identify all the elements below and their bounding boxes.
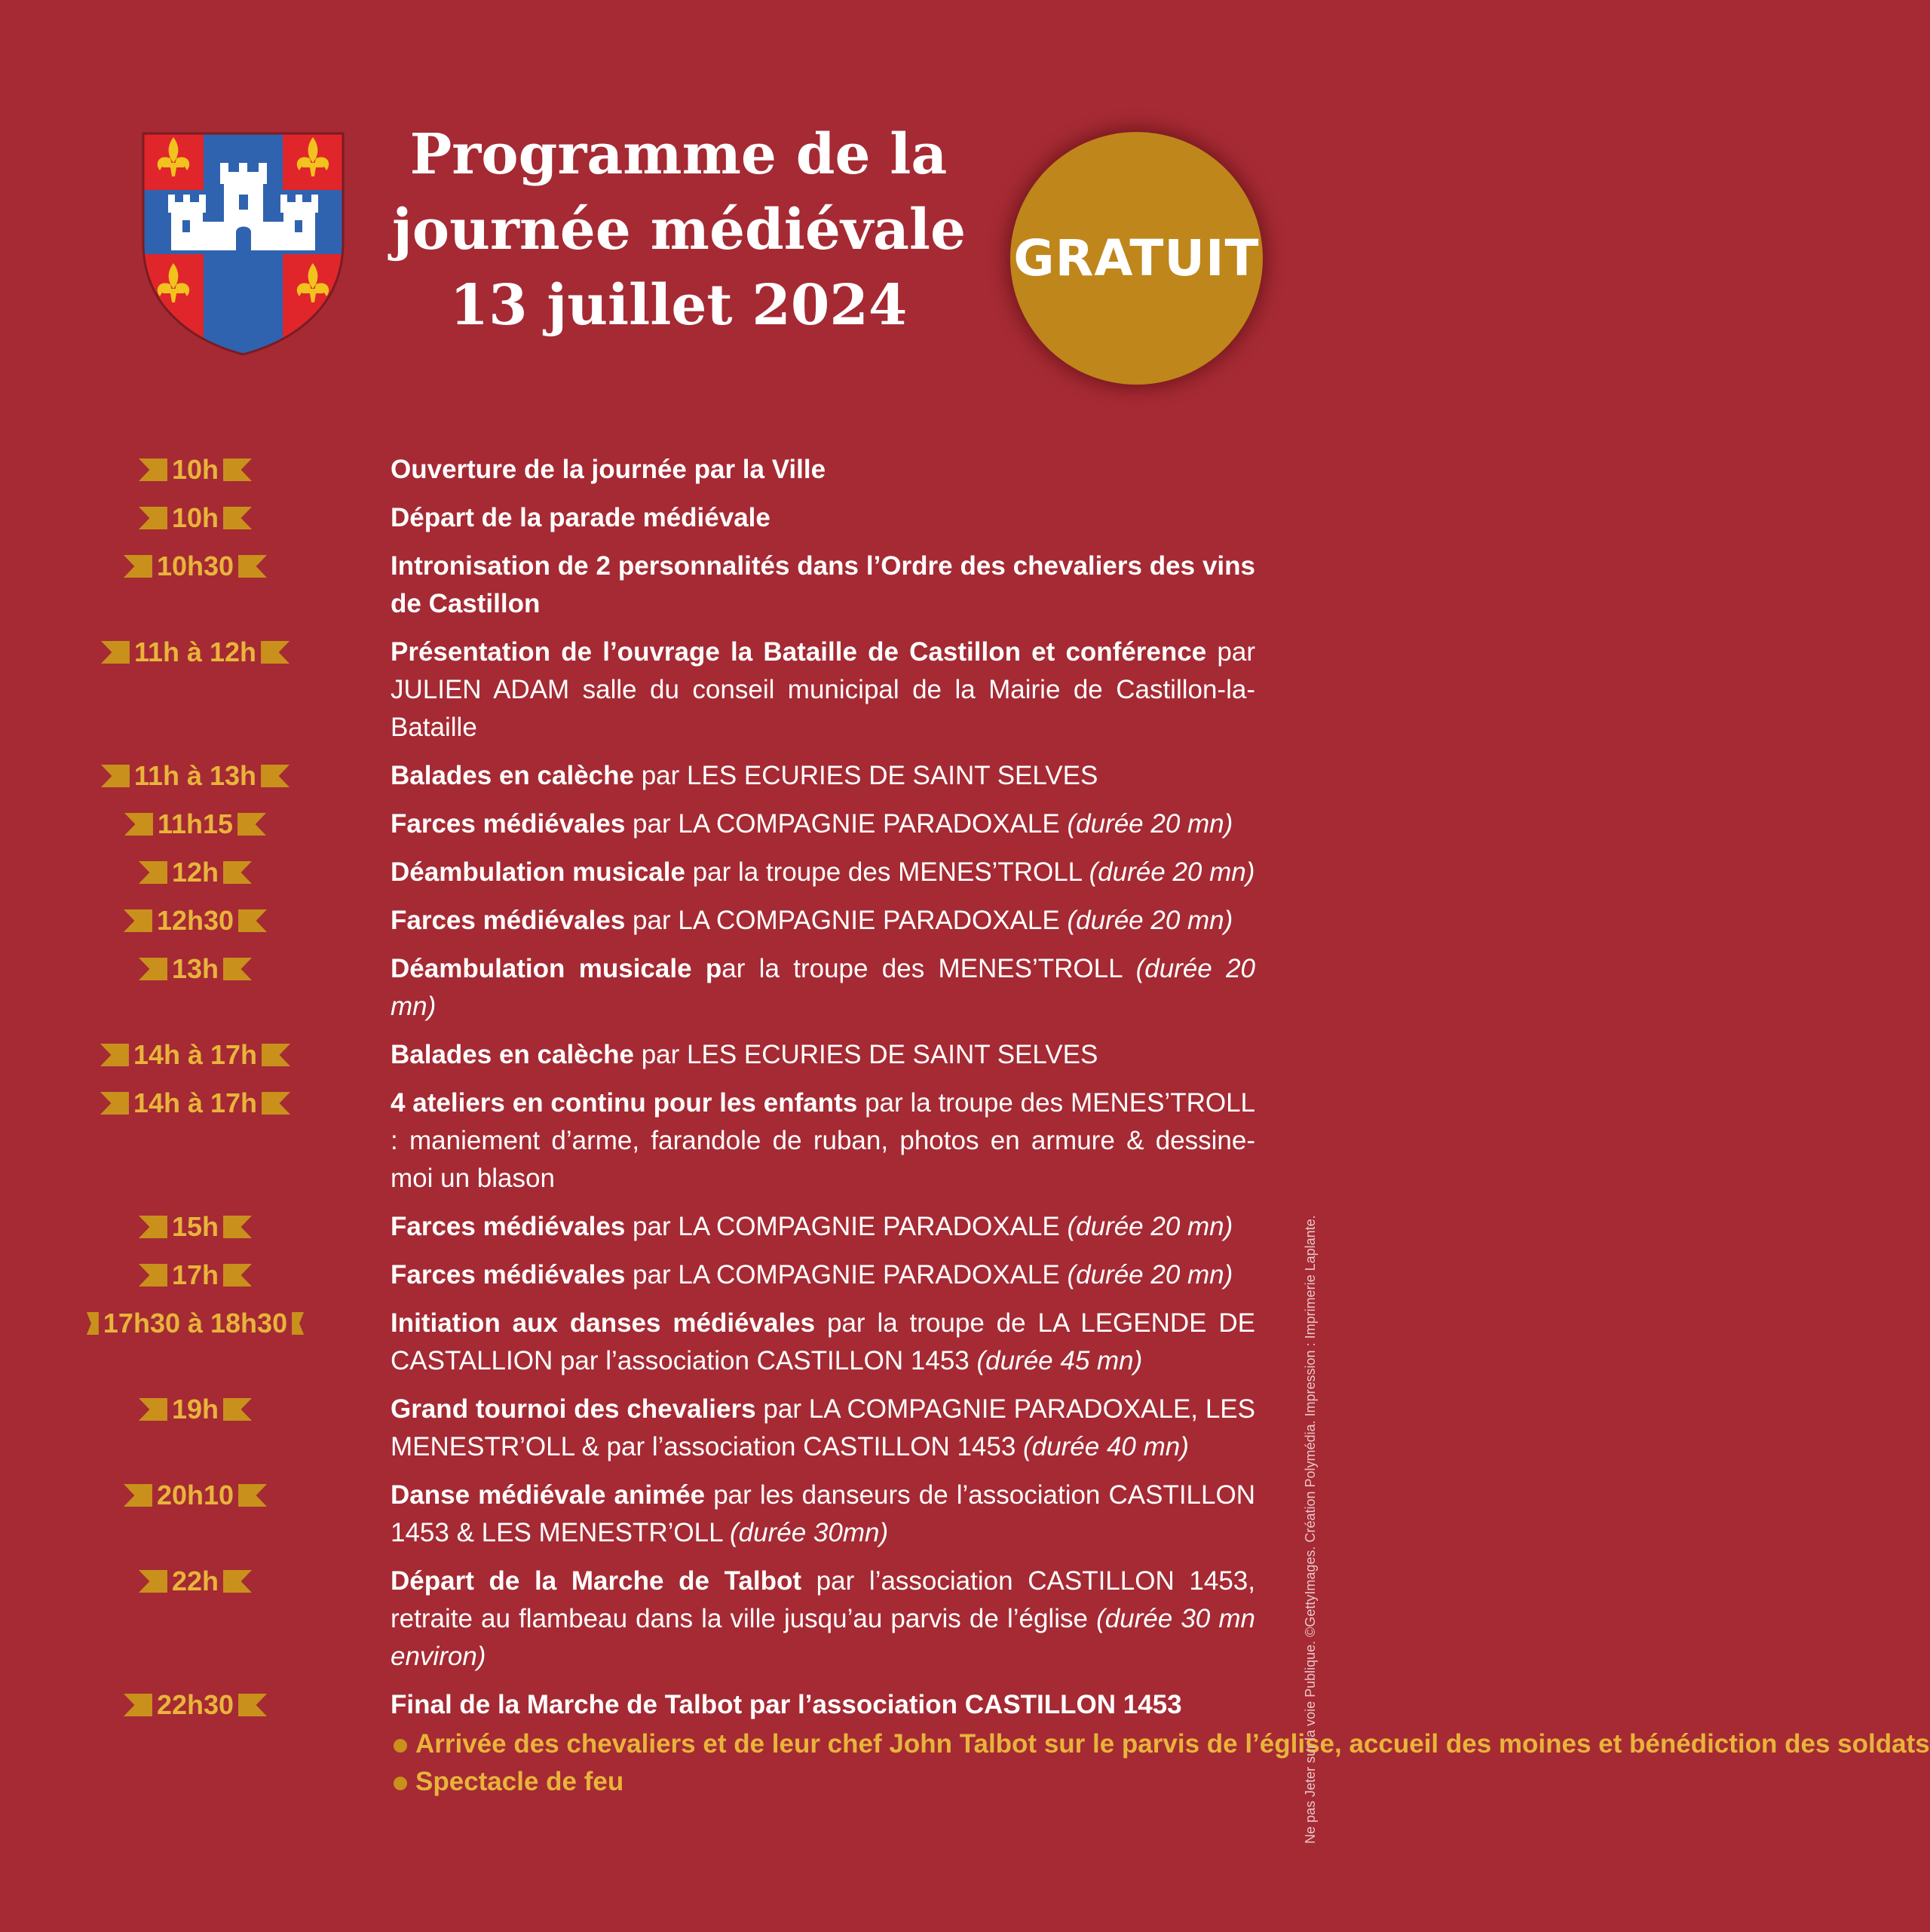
time-label: 20h10: [156, 1480, 234, 1510]
ribbon-tail-right: [223, 1570, 252, 1593]
time-ribbon: [100, 1036, 290, 1074]
time-label: 12h: [171, 857, 219, 888]
time-ribbon: [100, 1084, 290, 1122]
ribbon-tail-right: [223, 1216, 252, 1238]
time-column: [0, 1477, 391, 1514]
event-title: Danse médiévale animée: [391, 1480, 706, 1510]
event-description: [391, 805, 1255, 843]
time-label: 10h30: [156, 550, 234, 581]
time-label: 10h: [171, 502, 219, 533]
schedule-row: [0, 1305, 1374, 1380]
finale-sub-list: [391, 1725, 1930, 1801]
event-detail: par les danseurs de l’association CASTILLON 1453 & LES MENESTR’OLL: [391, 1480, 1255, 1547]
schedule-row: [0, 950, 1374, 1026]
event-title: Déambulation musicale: [391, 857, 685, 887]
ribbon-tail-left: [139, 1264, 167, 1286]
time-label: 22h: [171, 1566, 219, 1596]
finale-sub-item-text: Arrivée des chevaliers et de leur chef John Talbot sur le parvis de l’église, accueil des moines et bénédiction des soldats: [415, 1729, 1930, 1759]
schedule-row: [0, 1036, 1374, 1074]
time-column: [0, 854, 391, 891]
event-description: [391, 451, 1255, 489]
time-ribbon: [101, 757, 290, 795]
time-ribbon: [139, 854, 252, 891]
event-title: Farces médiévales: [391, 809, 626, 839]
finale-sub-item: [391, 1725, 1930, 1763]
event-description: [391, 1391, 1255, 1466]
time-column: [0, 451, 391, 489]
ribbon-tail-left: [101, 641, 130, 664]
time-label: 19h: [171, 1394, 219, 1424]
ribbon-tail-left: [101, 765, 130, 787]
event-title: Farces médiévales: [391, 1260, 626, 1290]
time-ribbon: [124, 805, 266, 843]
ribbon-tail-left: [139, 1570, 167, 1593]
schedule-row: [0, 451, 1374, 489]
schedule-row: [0, 1256, 1374, 1294]
ribbon-tail-left: [139, 1398, 167, 1421]
schedule-row: [0, 757, 1374, 795]
event-duration: (durée 20 mn): [1067, 1260, 1233, 1290]
time-ribbon: [139, 950, 252, 988]
event-description: [391, 1084, 1255, 1198]
time-label: 11h à 12h: [133, 636, 257, 667]
time-column: [0, 1256, 391, 1294]
ribbon-tail-right: [261, 765, 290, 787]
event-detail: par la troupe des MENES’TROLL: [685, 857, 1089, 887]
ribbon-tail-right: [238, 555, 267, 578]
schedule-row: [0, 805, 1374, 843]
time-column: [0, 950, 391, 988]
time-label: 14h à 17h: [133, 1087, 258, 1118]
event-duration: (durée 45 mn): [976, 1346, 1143, 1375]
schedule-row: [0, 1562, 1374, 1676]
ribbon-tail-left: [124, 909, 152, 932]
schedule-row: [0, 1391, 1374, 1466]
event-detail: par LA COMPAGNIE PARADOXALE: [625, 1212, 1068, 1241]
time-label: 14h à 17h: [133, 1039, 258, 1070]
schedule-row: [0, 1084, 1374, 1198]
time-ribbon: [139, 1391, 252, 1428]
finale-sub-item: [391, 1763, 1255, 1801]
ribbon-tail-left: [124, 813, 153, 836]
schedule-row: [0, 547, 1374, 623]
event-title: Final de la Marche de Talbot par l’association CASTILLON 1453: [391, 1690, 1182, 1719]
time-ribbon: [139, 1256, 252, 1294]
time-label: 15h: [171, 1211, 219, 1242]
time-column: [0, 757, 391, 795]
time-ribbon: [124, 1686, 267, 1724]
ribbon-tail-right: [223, 958, 252, 980]
schedule-row: [0, 902, 1374, 940]
credit-text: Ne pas Jeter sur la voie Publique. ©GettyImages. Création Polymédia. Impression : Imprimerie Laplante.: [1303, 1215, 1318, 1844]
ribbon-tail-right: [223, 861, 252, 884]
time-column: [0, 1208, 391, 1246]
event-title: Intronisation de 2 personnalités dans l’Ordre des chevaliers des vins de Castillon: [391, 551, 1255, 618]
ribbon-tail-right: [223, 458, 252, 481]
event-title: Farces médiévales: [391, 1212, 626, 1241]
ribbon-tail-right: [262, 1092, 290, 1115]
ribbon-tail-right: [238, 1694, 267, 1716]
ribbon-tail-left: [139, 958, 167, 980]
title-line: Programme de la: [409, 122, 948, 187]
time-ribbon: [124, 547, 267, 585]
event-description: [391, 1562, 1255, 1676]
time-column: [0, 1084, 391, 1122]
event-duration: (durée 20 mn): [1089, 857, 1255, 887]
ribbon-tail-left: [100, 1044, 129, 1066]
event-duration: (durée 30mn): [730, 1518, 889, 1547]
time-column: [0, 1391, 391, 1428]
schedule-row: [0, 1477, 1374, 1552]
event-duration: (durée 20 mn): [1067, 809, 1233, 839]
title-line: journée médiévale: [392, 198, 967, 262]
event-title: Balades en calèche: [391, 761, 634, 790]
finale-sub-item-text: Spectacle de feu: [415, 1767, 624, 1796]
event-duration: (durée 20 mn): [391, 954, 1256, 1021]
ribbon-tail-left: [139, 507, 167, 529]
event-description: [391, 1036, 1255, 1074]
time-ribbon: [124, 1477, 267, 1514]
time-ribbon: [139, 1208, 252, 1246]
ribbon-tail-right: [237, 813, 266, 836]
event-detail: par l’association CASTILLON 1453, retraite au flambeau dans la ville jusqu’au parvis de l’église: [391, 1566, 1255, 1633]
ribbon-tail-left: [124, 1484, 152, 1507]
time-column: [0, 805, 391, 843]
time-column: [0, 1562, 391, 1600]
time-label: 10h: [171, 454, 219, 485]
event-title: Initiation aux danses médiévales: [391, 1308, 816, 1338]
ribbon-tail-right: [261, 641, 290, 664]
event-detail: ar la troupe des MENES’TROLL: [721, 954, 1136, 983]
time-column: [0, 1305, 391, 1342]
free-badge-label: GRATUIT: [1013, 229, 1260, 287]
ribbon-tail-left: [100, 1092, 129, 1115]
time-ribbon: [139, 1562, 252, 1600]
bullet-icon: [394, 1777, 407, 1790]
title-line: 13 juillet 2024: [449, 273, 908, 338]
schedule-row: [0, 633, 1374, 747]
event-detail: par LES ECURIES DE SAINT SELVES: [633, 1040, 1098, 1069]
time-label: 22h30: [156, 1689, 234, 1720]
time-label: 11h à 13h: [133, 760, 257, 791]
event-detail: par la troupe des MENES’TROLL : maniement d’arme, farandole de ruban, photos en armure & dessine-moi un blason: [391, 1088, 1255, 1193]
event-description: [391, 1305, 1255, 1380]
event-title: 4 ateliers en continu pour les enfants: [391, 1088, 858, 1118]
time-ribbon: [139, 499, 252, 537]
time-label: 17h30 à 18h30: [103, 1308, 288, 1339]
schedule-row: [0, 499, 1374, 537]
schedule-row: [0, 854, 1374, 891]
time-label: 17h: [171, 1259, 219, 1290]
event-description: [391, 1208, 1255, 1246]
time-column: [0, 633, 391, 671]
ribbon-tail-left: [124, 1694, 152, 1716]
event-title: Présentation de l’ouvrage la Bataille de Castillon et conférence: [391, 637, 1207, 667]
event-detail: par LA COMPAGNIE PARADOXALE: [625, 1260, 1068, 1290]
ribbon-tail-right: [223, 507, 252, 529]
time-ribbon: [139, 451, 252, 489]
event-detail: par LA COMPAGNIE PARADOXALE, LES MENESTR’OLL & par l’association CASTILLON 1453: [391, 1394, 1255, 1461]
event-title: Balades en calèche: [391, 1040, 634, 1069]
event-description: [391, 757, 1255, 795]
ribbon-tail-right: [238, 909, 267, 932]
event-description: [391, 1686, 1930, 1801]
ribbon-tail-left: [139, 1216, 167, 1238]
ribbon-tail-right: [262, 1044, 290, 1066]
event-description: [391, 854, 1255, 891]
event-description: [391, 499, 1255, 537]
time-column: [0, 1036, 391, 1074]
event-detail: par LA COMPAGNIE PARADOXALE: [625, 809, 1068, 839]
event-title: Départ de la parade médiévale: [391, 503, 770, 532]
time-column: [0, 1686, 391, 1724]
event-description: [391, 547, 1255, 623]
event-title: Farces médiévales: [391, 906, 626, 935]
ribbon-tail-right: [238, 1484, 267, 1507]
free-badge: [1010, 132, 1263, 385]
event-description: [391, 1477, 1255, 1552]
time-ribbon: [124, 902, 267, 940]
event-detail: par LA COMPAGNIE PARADOXALE: [625, 906, 1068, 935]
schedule-row: [0, 1686, 1930, 1801]
time-column: [0, 499, 391, 537]
time-label: 11h15: [157, 808, 234, 839]
coat-of-arms-logo: [139, 130, 347, 356]
page-title: [392, 117, 965, 343]
event-title: Grand tournoi des chevaliers: [391, 1394, 756, 1424]
event-title: Ouverture de la journée par la Ville: [391, 455, 826, 484]
ribbon-tail-left: [87, 1312, 99, 1335]
event-detail: par LES ECURIES DE SAINT SELVES: [633, 761, 1098, 790]
ribbon-tail-right: [292, 1312, 304, 1335]
time-label: 13h: [171, 953, 219, 984]
event-duration: (durée 20 mn): [1067, 1212, 1233, 1241]
ribbon-tail-left: [124, 555, 152, 578]
event-description: [391, 902, 1255, 940]
event-detail: par la troupe de LA LEGENDE DE CASTALLION par l’association CASTILLON 1453: [391, 1308, 1256, 1375]
event-title: Départ de la Marche de Talbot: [391, 1566, 801, 1596]
ribbon-tail-right: [223, 1264, 252, 1286]
event-duration: (durée 20 mn): [1067, 906, 1233, 935]
event-description: [391, 633, 1255, 747]
event-description: [391, 1256, 1255, 1294]
ribbon-tail-left: [139, 458, 167, 481]
time-ribbon: [101, 633, 290, 671]
event-duration: (durée 40 mn): [1023, 1432, 1189, 1461]
event-detail: par JULIEN ADAM salle du conseil municipal de la Mairie de Castillon-la-Bataille: [391, 637, 1256, 742]
ribbon-tail-left: [139, 861, 167, 884]
event-description: [391, 950, 1255, 1026]
event-title: Déambulation musicale p: [391, 954, 722, 983]
event-duration: (durée 30 mn environ): [391, 1604, 1256, 1671]
time-ribbon: [87, 1305, 304, 1342]
ribbon-tail-right: [223, 1398, 252, 1421]
time-column: [0, 902, 391, 940]
time-label: 12h30: [156, 905, 234, 936]
time-column: [0, 547, 391, 585]
bullet-icon: [394, 1739, 407, 1753]
schedule-row: [0, 1208, 1374, 1246]
program-list: [0, 451, 1930, 1811]
